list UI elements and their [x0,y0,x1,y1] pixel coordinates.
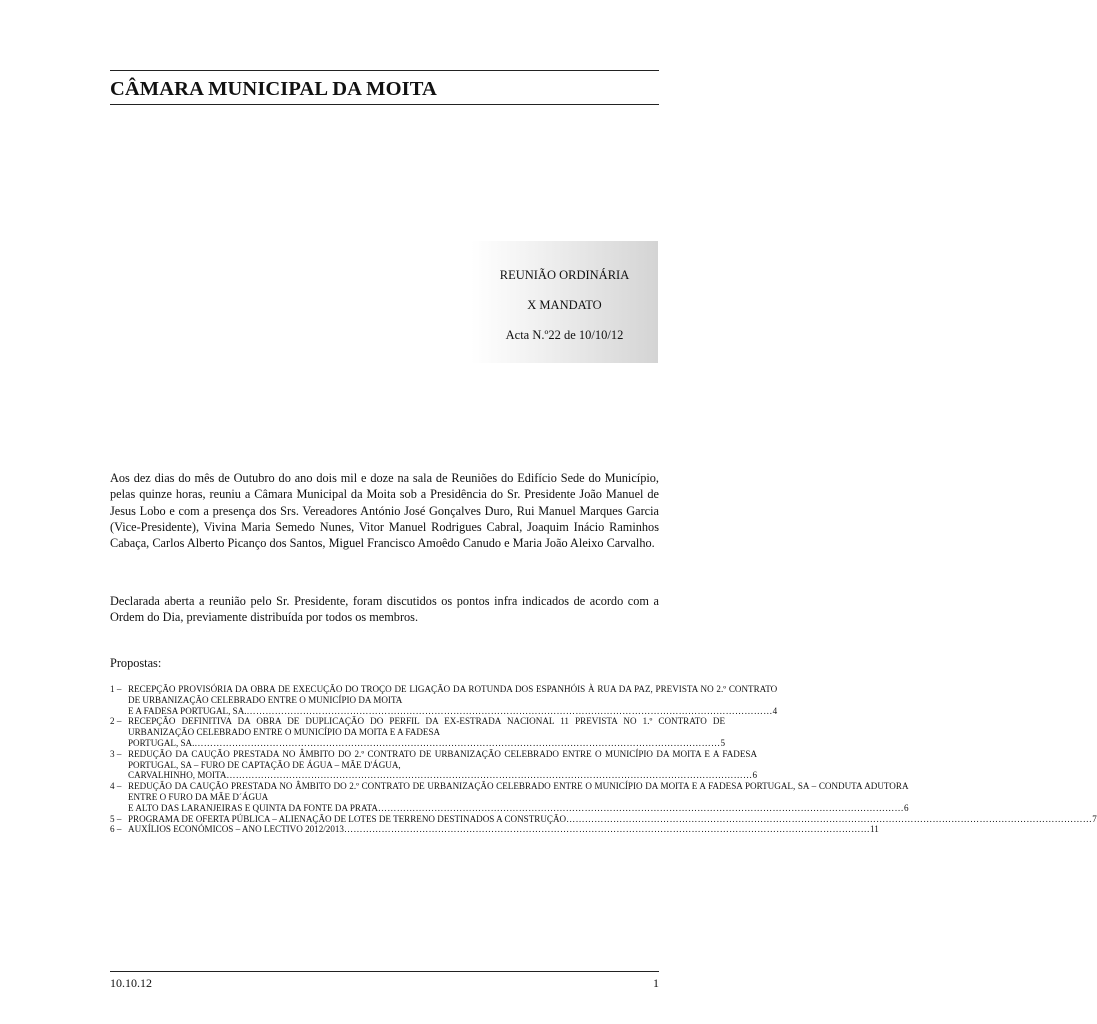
item-number: 6 – [110,824,122,835]
item-page: 11 [870,824,879,835]
item-number: 2 – [110,716,122,727]
mandate-label: X MANDATO [527,298,602,312]
item-text-end: PROGRAMA DE OFERTA PÚBLICA – ALIENAÇÃO DE LOTES DE TERRENO DESTINADOS A CONSTRUÇÃO [128,813,567,824]
item-text: REDUÇÃO DA CAUÇÃO PRESTADA NO ÂMBITO DO 2.º CONTRATO DE URBANIZAÇÃO CELEBRADO ENTRE O MUNICÍPIO DA MOITA E A FADESA PORTUGAL, SA – CONDUTA ADUTORA ENTRE O FURO DA MÃE D´ÁGUA [128,781,909,802]
meeting-type: REUNIÃO ORDINÁRIA [499,268,630,282]
leader-dots: …………………………………………………………………………………………………………………………………………………… [246,705,773,716]
item-number: 5 – [110,813,122,824]
item-number: 1 – [110,684,122,694]
proposals-list [110,684,1097,835]
item-page: 6 [903,802,909,813]
leader-dots: …………………………………………………………………………………………………………………………………………………… [226,770,753,781]
meeting-info-box [471,241,658,363]
item-page: 7 [1092,813,1097,824]
item-text-end: AUXÍLIOS ECONÓMICOS – ANO LECTIVO 2012/2013 [128,824,344,835]
minutes-number: Acta N.º22 de 10/10/12 [505,328,624,342]
list-item[interactable] [110,781,909,813]
footer-date: 10.10.12 [110,976,152,990]
list-item[interactable] [110,824,879,835]
item-text-end: E A FADESA PORTUGAL, SA. [128,705,247,716]
item-page: 4 [772,705,778,716]
list-item[interactable] [110,748,758,781]
item-number: 4 – [110,781,122,792]
page-number: 1 [653,976,659,990]
list-item[interactable] [110,813,1097,825]
opening-paragraph: Aos dez dias do mês de Outubro do ano dois mil e doze na sala de Reuniões do Edifício Sede do Município, pelas quinze horas, reuniu a Câmara Municipal da Moita sob a Presidência do Sr. Presidente João Manuel de Jesus Lobo e com a presença dos Srs. Vereadores António José Gonçalves Duro, Rui Manuel Marques Garcia (Vice-Presidente), Vivina Maria Semedo Nunes, Vitor Manuel Rodrigues Cabral, Joaquim Inácio Raminhos Cabaça, Carlos Alberto Picanço dos Santos, Miguel Francisco Amoêdo Canudo e Maria João Aleixo Carvalho. [110,471,659,551]
list-item[interactable] [110,716,726,748]
item-text-end: E ALTO DAS LARANJEIRAS E QUINTA DA FONTE DA PRATA [128,802,378,813]
item-page: 5 [720,737,726,748]
leader-dots: …………………………………………………………………………………………………………………………………………………… [566,813,1093,824]
item-number: 3 – [110,748,122,759]
leader-dots: …………………………………………………………………………………………………………………………………………………… [194,737,721,748]
item-text-end: PORTUGAL, SA. [128,737,195,748]
leader-dots: …………………………………………………………………………………………………………………………………………………… [377,802,904,813]
item-page: 6 [752,770,758,781]
footer-rule [110,971,659,972]
document-title: CÂMARA MUNICIPAL DA MOITA [110,78,437,100]
proposals-label: Propostas: [110,656,162,670]
item-text-end: CARVALHINHO, MOITA [128,770,227,781]
leader-dots: …………………………………………………………………………………………………………………………………………………… [343,824,871,835]
item-text: REDUÇÃO DA CAUÇÃO PRESTADA NO ÂMBITO DO 2.º CONTRATO DE URBANIZAÇÃO CELEBRADO ENTRE O MUNICÍPIO DA MOITA E A FADESA PORTUGAL, SA – FURO DE CAPTAÇÃO DE ÁGUA – MÃE D'ÁGUA, [128,748,758,770]
item-text: RECEPÇÃO PROVISÓRIA DA OBRA DE EXECUÇÃO DO TROÇO DE LIGAÇÃO DA ROTUNDA DOS ESPANHÓIS À RUA DA PAZ, PREVISTA NO 2.º CONTRATO DE URBANIZAÇÃO CELEBRADO ENTRE O MUNICÍPIO DA MOITA [128,684,778,705]
header-bottom-rule [110,104,659,105]
list-item[interactable] [110,684,778,716]
header-top-rule [110,70,659,71]
item-text: RECEPÇÃO DEFINITIVA DA OBRA DE DUPLICAÇÃO DO PERFIL DA EX-ESTRADA NACIONAL 11 PREVISTA NO 1.º CONTRATO DE URBANIZAÇÃO CELEBRADO ENTRE O MUNICÍPIO DA MOITA E A FADESA [128,716,726,738]
agenda-paragraph: Declarada aberta a reunião pelo Sr. Presidente, foram discutidos os pontos infra indicados de acordo com a Ordem do Dia, previamente distribuída por todos os membros. [110,594,659,625]
